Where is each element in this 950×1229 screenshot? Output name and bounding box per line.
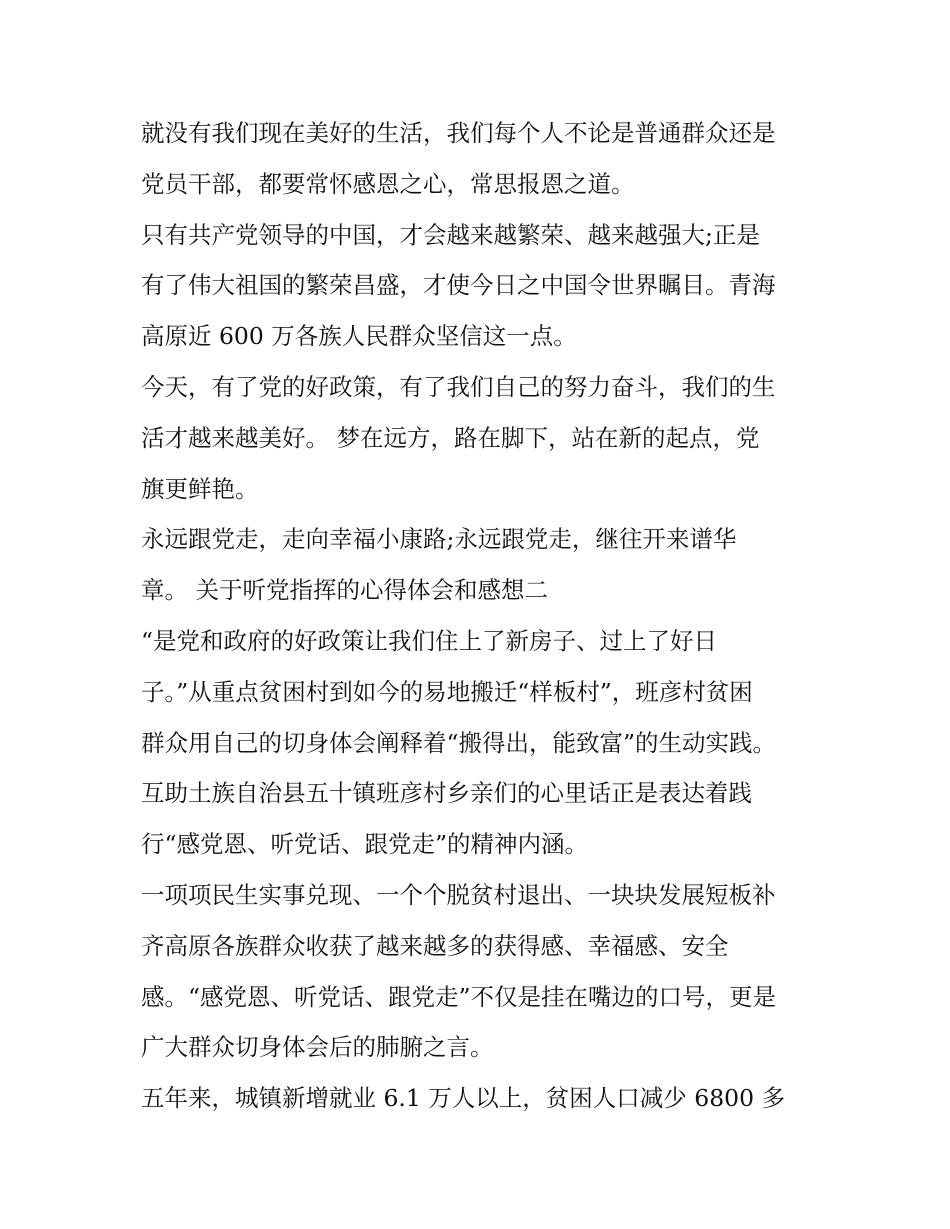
- text-line: 高原近 600 万各族人民群众坚信这一点。: [141, 322, 577, 351]
- text-line: 感。“感党恩、听党话、跟党走”不仅是挂在嘴边的口号，更是: [141, 982, 777, 1011]
- text-line: 子。”从重点贫困村到如今的易地搬迁“样板村”，班彦村贫困: [141, 677, 753, 706]
- text-line: 章。 关于听党指挥的心得体会和感想二: [141, 576, 548, 605]
- text-line: 互助土族自治县五十镇班彦村乡亲们的心里话正是表达着践: [141, 779, 752, 808]
- text-line: 五年来，城镇新增就业 6.1 万人以上，贫困人口减少 6800 多: [141, 1084, 786, 1113]
- text-line: 广大群众切身体会后的肺腑之言。: [141, 1033, 494, 1062]
- text-line: 有了伟大祖国的繁荣昌盛，才使今日之中国令世界瞩目。青海: [141, 271, 776, 300]
- text-line: 党员干部，都要常怀感恩之心，常思报恩之道。: [141, 169, 635, 198]
- text-line: 就没有我们现在美好的生活，我们每个人不论是普通群众还是: [141, 119, 776, 147]
- text-line: 今天，有了党的好政策，有了我们自己的努力奋斗，我们的生: [141, 372, 776, 401]
- text-line: “是党和政府的好政策让我们住上了新房子、过上了好日: [141, 626, 718, 655]
- text-line: 永远跟党走，走向幸福小康路;永远跟党走，继往开来谱华: [141, 525, 737, 554]
- text-line: 齐高原各族群众收获了越来越多的获得感、幸福感、安全: [141, 931, 729, 960]
- text-line: 一项项民生实事兑现、一个个脱贫村退出、一块块发展短板补: [141, 880, 776, 909]
- text-line: 只有共产党领导的中国，才会越来越繁荣、越来越强大;正是: [141, 220, 760, 249]
- text-line: 活才越来越美好。 梦在远方，路在脚下，站在新的起点，党: [141, 423, 760, 452]
- body-text: [141, 108, 821, 1124]
- text-line: 群众用自己的切身体会阐释着“搬得出，能致富”的生动实践。: [141, 728, 777, 757]
- text-line: 行“感党恩、听党话、跟党走”的精神内涵。: [141, 830, 589, 859]
- text-line: 旗更鲜艳。: [141, 474, 259, 503]
